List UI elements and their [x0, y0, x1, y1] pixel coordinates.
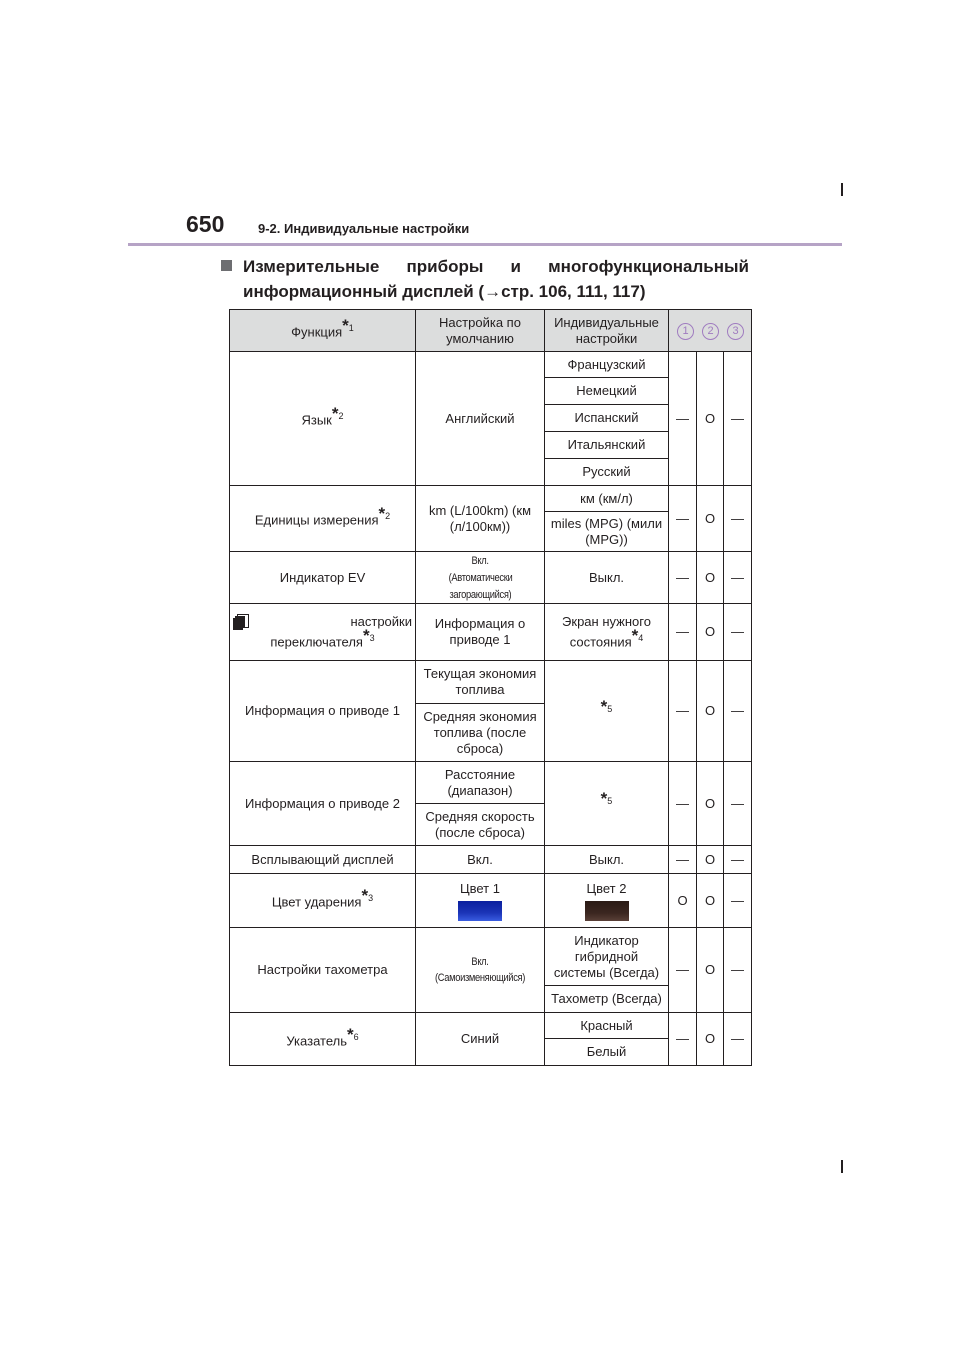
table-row [230, 1013, 752, 1039]
table-row [230, 604, 752, 661]
cell-mark-2: O [697, 846, 724, 874]
cell-mark-3: — [724, 1013, 752, 1066]
color-swatch-blue [458, 901, 502, 921]
cell-option: Испанский [545, 405, 669, 432]
cell-mark-3: — [724, 874, 752, 928]
cell-mark-3: — [724, 486, 752, 552]
cell-function: Всплывающий дисплей [230, 846, 416, 874]
table-header-row [230, 310, 752, 352]
cell-default: Синий [416, 1013, 545, 1066]
cell-function: Язык*$^2$ [230, 352, 416, 486]
cell-function: Настройки тахометра [230, 928, 416, 1013]
cell-mark-3: — [724, 352, 752, 486]
cell-option: miles (MPG) (мили (MPG)) [545, 512, 669, 552]
cell-option: км (км/л) [545, 486, 669, 512]
cell-option: Красный [545, 1013, 669, 1039]
cell-mark-3: — [724, 762, 752, 846]
cell-default: Вкл. [416, 846, 545, 874]
cell-default: Английский [416, 352, 545, 486]
heading-word: многофункциональный [548, 257, 749, 276]
cell-option: Расстояние (диапазон) [416, 762, 545, 804]
cell-mark-1: — [669, 486, 697, 552]
header-function: Функция*$^1$ [230, 310, 416, 352]
cell-function: Единицы измерения*$^2$ [230, 486, 416, 552]
table-row [230, 762, 752, 804]
table-row [230, 552, 752, 604]
cell-mark-1: — [669, 552, 697, 604]
cell-option: Текущая экономия топлива [416, 661, 545, 704]
table-row [230, 486, 752, 512]
cell-mark-1: O [669, 874, 697, 928]
circled-number-1-icon: 1 [677, 323, 694, 340]
cell-function: Информация о приводе 1 [230, 661, 416, 762]
cell-option: Русский [545, 459, 669, 486]
heading-word: Измерительные [243, 257, 380, 276]
cell-mark-1: — [669, 928, 697, 1013]
cell-mark-2: O [697, 352, 724, 486]
cell-mark-3: — [724, 604, 752, 661]
pages-icon [233, 614, 249, 630]
cell-mark-2: O [697, 486, 724, 552]
square-bullet-icon [221, 260, 232, 271]
page-number: 650 [186, 211, 225, 237]
cell-function: Информация о приводе 2 [230, 762, 416, 846]
header-custom: Индивидуальные настройки [545, 310, 669, 352]
header-circles [669, 310, 752, 352]
cell-option: Выкл. [545, 846, 669, 874]
cell-option: Французский [545, 352, 669, 378]
cell-custom: *$^5$ [545, 762, 669, 846]
color-swatch-dark [585, 901, 629, 921]
cell-mark-2: O [697, 762, 724, 846]
table-row [230, 846, 752, 874]
cell-mark-1: — [669, 762, 697, 846]
cell-option: Средняя скорость (после сброса) [416, 804, 545, 846]
table-row [230, 928, 752, 986]
cell-default: km (L/100km) (км (л/100км)) [416, 486, 545, 552]
cell-option: Белый [545, 1039, 669, 1066]
cell-mark-2: O [697, 874, 724, 928]
cell-mark-1: — [669, 604, 697, 661]
circled-number-2-icon: 2 [702, 323, 719, 340]
heading-word: приборы [406, 257, 484, 276]
settings-table [229, 309, 752, 1066]
cell-default: Информация о приводе 1 [416, 604, 545, 661]
cell-default: Цвет 1 [416, 874, 545, 928]
cell-mark-1: — [669, 661, 697, 762]
cell-mark-3: — [724, 928, 752, 1013]
header-default: Настройка по умолчанию [416, 310, 545, 352]
cell-option: Итальянский [545, 432, 669, 459]
heading-line-2: информационный дисплей (→стр. 106, 111, 117) [243, 282, 646, 301]
cell-function: Индикатор EV [230, 552, 416, 604]
cell-default: Вкл. (Самоизменяющийся) [416, 928, 545, 1013]
cell-option: Средняя экономия топлива (после сброса) [416, 704, 545, 762]
cell-mark-3: — [724, 661, 752, 762]
table-row [230, 874, 752, 928]
cell-mark-3: — [724, 552, 752, 604]
cell-mark-2: O [697, 928, 724, 1013]
header-divider [128, 243, 842, 246]
cell-custom: *$^5$ [545, 661, 669, 762]
cell-function: Указатель*$^6$ [230, 1013, 416, 1066]
cell-option: Индикатор гибридной системы (Всегда) [545, 928, 669, 986]
cell-option: Тахометр (Всегда) [545, 986, 669, 1013]
cell-mark-2: O [697, 552, 724, 604]
heading-word: и [510, 257, 521, 276]
circled-number-3-icon: 3 [727, 323, 744, 340]
table-row [230, 661, 752, 704]
cell-mark-1: — [669, 1013, 697, 1066]
cell-function: настройки переключателя*$^3$ [230, 604, 416, 661]
cell-mark-1: — [669, 352, 697, 486]
cell-option: Выкл. [545, 552, 669, 604]
section-title: 9-2. Индивидуальные настройки [258, 221, 470, 236]
cell-mark-2: O [697, 661, 724, 762]
cell-mark-1: — [669, 846, 697, 874]
crop-mark-bottom [841, 1160, 843, 1173]
table-row [230, 352, 752, 378]
cell-option: Экран нужного состояния*$^4$ [545, 604, 669, 661]
cell-option: Цвет 2 [545, 874, 669, 928]
cell-mark-2: O [697, 604, 724, 661]
cell-mark-3: — [724, 846, 752, 874]
cell-default: Вкл. (Автоматически загорающийся) [416, 552, 545, 604]
cell-mark-2: O [697, 1013, 724, 1066]
cell-option: Немецкий [545, 378, 669, 405]
crop-mark-top [841, 183, 843, 196]
cell-function: Цвет ударения*$^3$ [230, 874, 416, 928]
